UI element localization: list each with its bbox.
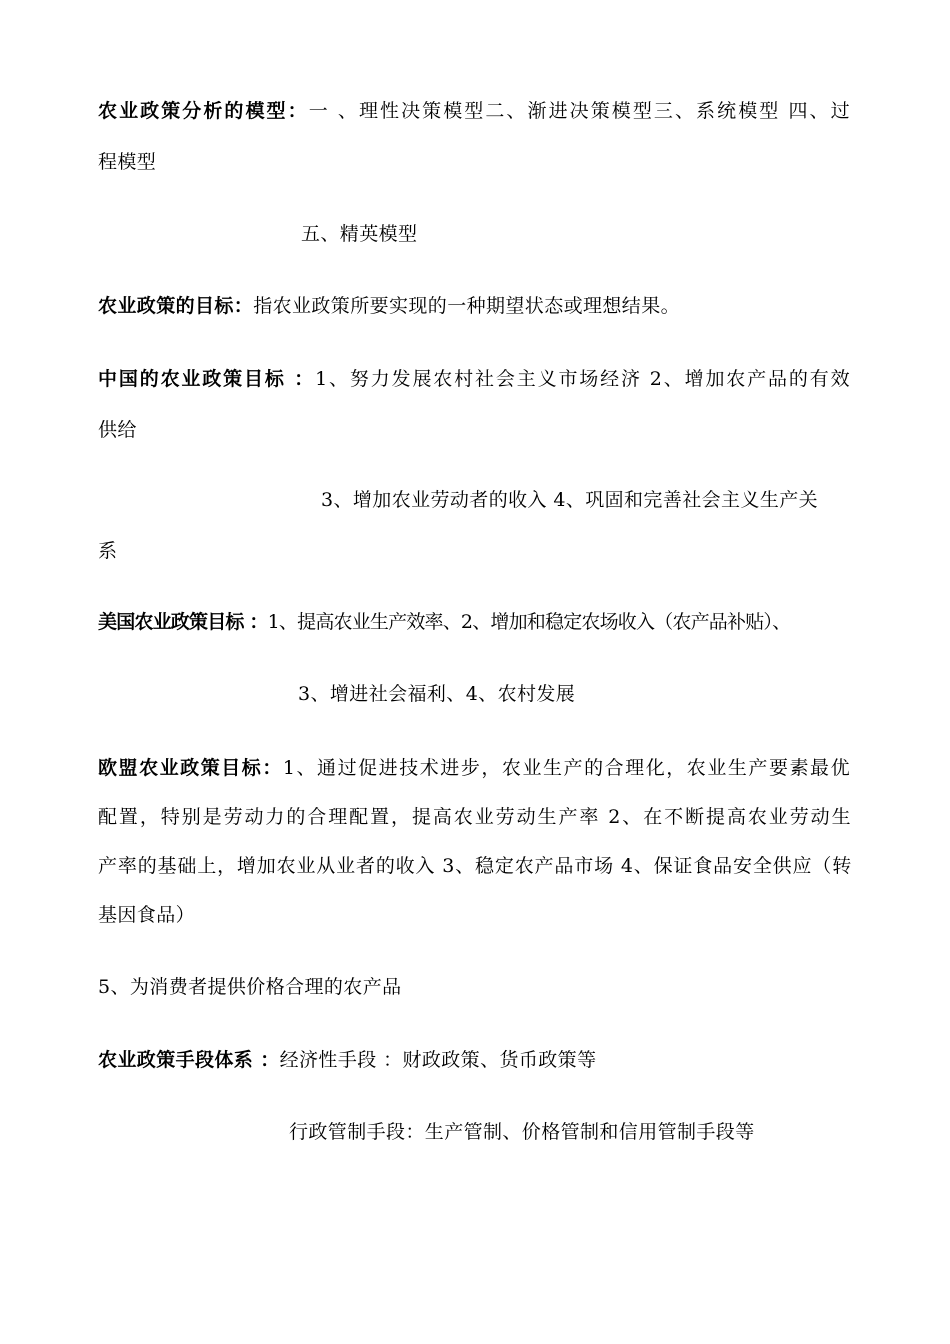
china-label: 中国的农业政策目标 ： [98, 368, 316, 390]
china-line-2: 供给 [98, 419, 137, 441]
models-line-1 [98, 99, 850, 123]
eu-line-5: 5、为消费者提供价格合理的农产品 [98, 976, 402, 998]
usa-label: 美国农业政策目标 ： [98, 611, 268, 633]
models-text-1: 一 、理性决策模型二、渐进决策模型三、系统模型 四、过 [308, 100, 850, 122]
china-text-1: 1、努力发展农村社会主义市场经济 2、增加农产品的有效 [315, 368, 850, 390]
models-line-2: 程模型 [98, 151, 157, 173]
means-line-2: 行政管制手段：生产管制、价格管制和信用管制手段等 [289, 1121, 755, 1143]
eu-line-1 [98, 756, 850, 780]
eu-line-4: 基因食品） [98, 904, 196, 926]
means-label: 农业政策手段体系 ： [98, 1049, 280, 1071]
eu-line-2: 配置，特别是劳动力的合理配置，提高农业劳动生产率 2、在不断提高农业劳动生 [98, 806, 850, 828]
models-line-3: 五、精英模型 [301, 223, 418, 245]
goal-text: 指农业政策所要实现的一种期望状态或理想结果。 [253, 295, 681, 317]
usa-text-1: 1、提高农业生产效率、2、增加和稳定农场收入（农产品补贴）、 [267, 611, 791, 633]
china-line-4: 系 [98, 540, 118, 562]
means-text-1: 经济性手段 ：财政政策、货币政策等 [279, 1049, 597, 1071]
goal-label: 农业政策的目标： [98, 295, 254, 317]
means-line-1 [98, 1048, 596, 1072]
china-line-3: 3、增加农业劳动者的收入 4、巩固和完善社会主义生产关 [321, 489, 819, 511]
eu-text-1: 1、通过促进技术进步，农业生产的合理化，农业生产要素最优 [282, 757, 850, 779]
usa-line-2: 3、增进社会福利、4、农村发展 [298, 683, 576, 705]
eu-line-3: 产率的基础上，增加农业从业者的收入 3、稳定农产品市场 4、保证食品安全供应（转 [98, 855, 850, 877]
eu-label: 欧盟农业政策目标： [98, 757, 283, 779]
goal-line [98, 294, 680, 318]
china-line-1 [98, 367, 850, 391]
usa-line-1 [98, 610, 790, 634]
models-label: 农业政策分析的模型： [98, 100, 309, 122]
